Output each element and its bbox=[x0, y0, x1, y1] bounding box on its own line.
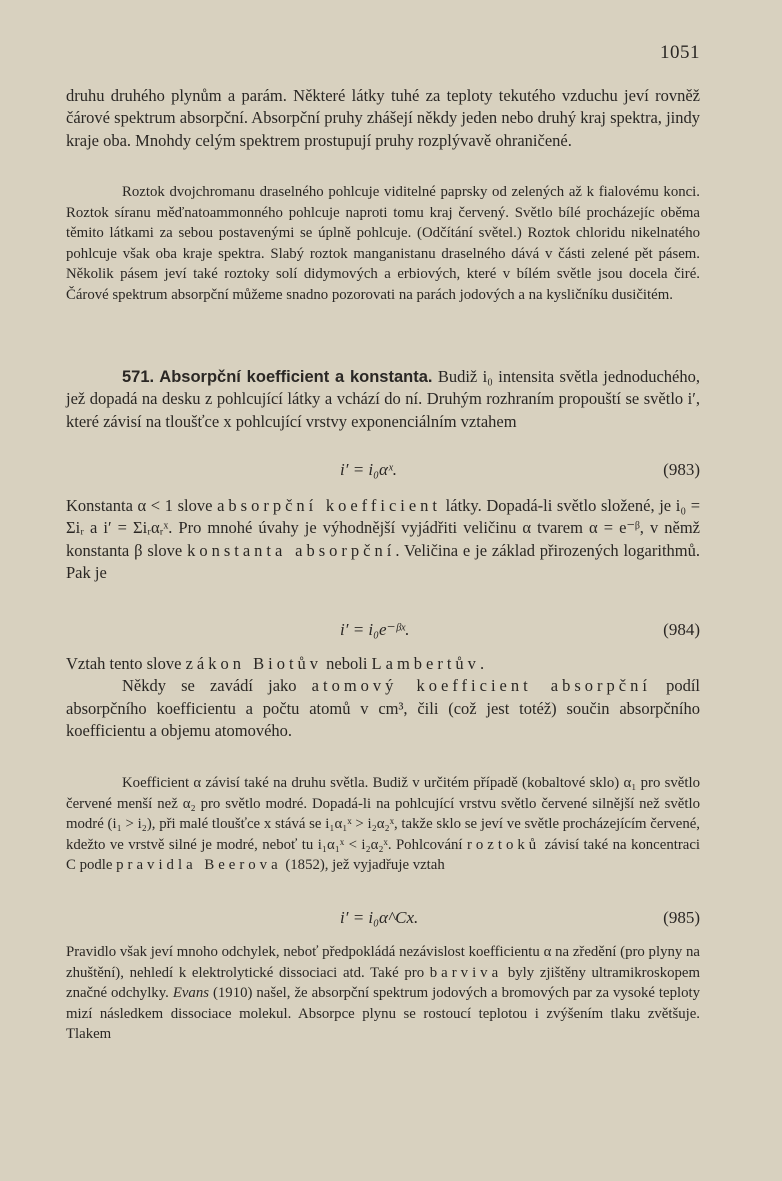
spaced-term: barviva bbox=[429, 964, 503, 981]
text-run: závisí také na koncentraci C podle bbox=[66, 836, 701, 874]
equation-number: (984) bbox=[663, 620, 700, 639]
paragraph-1 bbox=[66, 85, 700, 152]
equation-expression: i′ = i₀e⁻ᵝˣ. bbox=[340, 620, 410, 639]
text-run: podíl absorpčního koefficientu a počtu atomů v cm³, čili (což jest totéž) součin absorpčního koefficientu a objemu atomového. bbox=[66, 676, 701, 741]
paragraph-7 bbox=[66, 773, 700, 876]
author-name: Evans bbox=[172, 985, 209, 1002]
equation-expression: i′ = i₀αˣ. bbox=[340, 460, 398, 479]
equation-expression: i′ = i₀α^Cx. bbox=[340, 908, 419, 927]
equation-983 bbox=[66, 460, 700, 488]
spaced-term: pravidla Beerova bbox=[116, 857, 282, 874]
equation-number: (985) bbox=[663, 908, 700, 927]
text-run: . Veličina e je základ přirozených logarithmů. Pak je bbox=[66, 540, 700, 583]
text-run: Konstanta α < 1 slove bbox=[66, 496, 218, 515]
section-571 bbox=[66, 366, 700, 433]
equation-985 bbox=[66, 908, 700, 936]
spaced-term: konstanta absorpční bbox=[187, 540, 396, 560]
spaced-term: roztoků bbox=[466, 836, 541, 853]
text-run: neboli bbox=[322, 654, 372, 673]
paragraph-5-6 bbox=[66, 653, 700, 743]
equation-984 bbox=[66, 620, 700, 648]
spaced-term: atomový koefficient absorpční bbox=[311, 676, 651, 696]
text-run: Pravidlo však jeví mnoho odchylek, neboť předpokládá nezávislost koefficientu α na zředění (pro plyny na zhuštění), nehledí k elektrolytické dissociaci atd. Také pro bbox=[66, 944, 700, 981]
text-run: byly zjištěny ultramikroskopem značné odchylky. bbox=[66, 964, 701, 1002]
text-run: (1910) našel, že absorpční spektrum jodových a bromových par za vysoké teploty mizí následkem dissociace molekul. Absorpce plynu se rostoucí teplotou i zvýšením tlaku zvětšuje. Tlakem bbox=[66, 985, 701, 1043]
paragraph-text: Budiž i₀ intensita světla jednoduchého, jež dopadá na desku z pohlcující látky a vchází do ní. Druhým rozhraním propouští se světlo i′, které závisí na tloušťce x pohlcující vrstvy exponenciálním vztahem bbox=[66, 367, 700, 431]
text-run: Vztah tento slove bbox=[66, 654, 186, 673]
paragraph-8 bbox=[66, 942, 700, 1045]
paragraph-2 bbox=[66, 182, 700, 306]
spaced-term: Lambertův bbox=[371, 654, 480, 673]
paragraph-4 bbox=[66, 495, 700, 585]
paragraph-text: Roztok dvojchromanu draselného pohlcuje viditelné paprsky od zelených až k fialovému konci. Roztok síranu měďnatoammonného pohlcuje naproti tomu kraj červený. Světlo bílé procházejíc oběma těmito látkami za sebou postavenými se úplně pohlcuje. (Odčítání světel.) Roztok chloridu nikelnatého pohlcuje však oba kraje spektra. Slabý roztok manganistanu draselného dává v části zelené pět pásem. Několik pásem jeví také roztoky solí didymových a erbiových, které v bílém světle jsou docela čiré. Čárové spektrum absorpční můžeme snadno pozorovati na parách jodových a na kysličníku dusičitém. bbox=[66, 184, 700, 303]
spaced-term: zákon Biotův bbox=[185, 654, 323, 673]
paragraph-text: druhu druhého plynům a parám. Některé látky tuhé za teploty tekutého vzduchu jeví rovněž čárové spektrum absorpční. Absorpční pruhy zhášejí někdy jeden nebo druhý kraj spektra, jindy kraje oba. Mnohdy celým spektrem prostupují pruhy rozplývavě ohraničené. bbox=[66, 86, 700, 150]
text-run: (1852), jež vyjadřuje vztah bbox=[281, 857, 445, 874]
page-number: 1051 bbox=[660, 42, 700, 63]
text-run: Koefficient α závisí také na druhu světla. Budiž v určitém případě (kobaltové sklo) α₁ pro světlo červené menší než α₂ pro světlo modré. Dopadá-li na pohlcující vrstvu světlo červené silnější než světlo modré (i₁ > i₂), při malé tloušťce x stává se i₁α₁ˣ > i₂α₂ˣ, takže sklo se jeví ve světle procházejícím červené, kdežto ve vrstvě silné je modré, neboť tu i₁α₁ˣ < i₂α₂ˣ. Pohlcování bbox=[66, 775, 700, 853]
equation-number: (983) bbox=[663, 460, 700, 479]
section-heading: 571. Absorpční koefficient a konstanta. bbox=[122, 368, 433, 386]
text-run: látky. Dopadá-li světlo složené, je i₀ = Σiᵣ a i′ = Σiᵣαᵣˣ. Pro mnohé úvahy je výhodnější vyjádřiti veličinu α tvarem α = e⁻ᵝ, v němž konstanta β slove bbox=[66, 496, 701, 560]
text-run: Někdy se zavádí jako bbox=[122, 676, 312, 696]
text-run: . bbox=[479, 654, 485, 673]
spaced-term: absorpční koefficient bbox=[217, 496, 442, 515]
